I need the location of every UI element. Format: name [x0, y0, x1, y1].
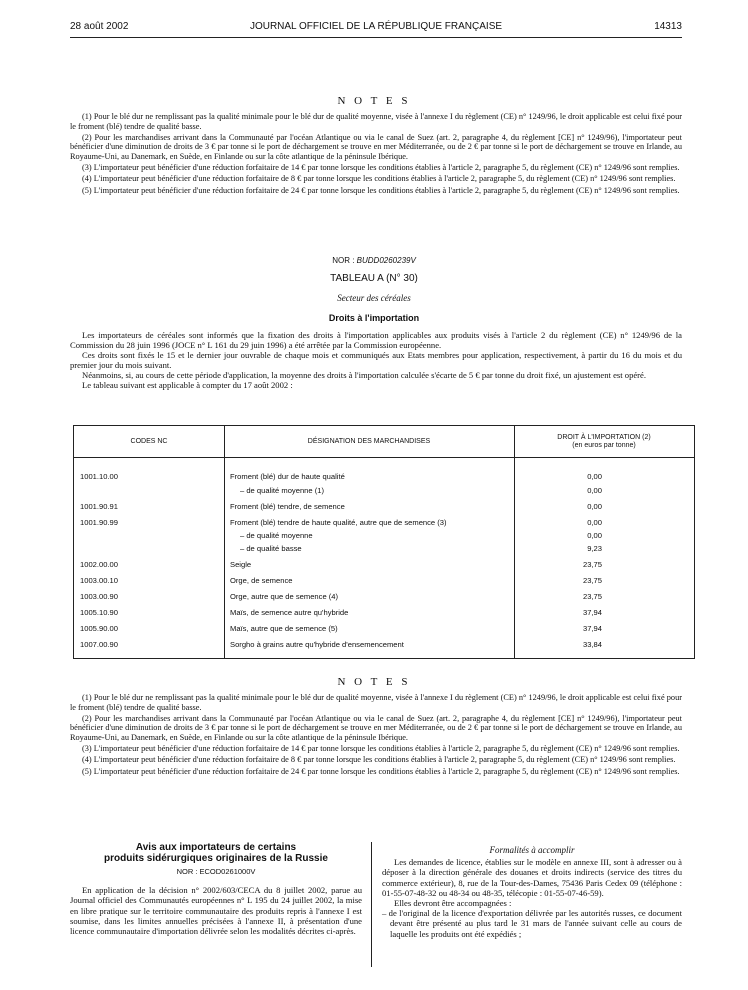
row-designation-text: Froment (blé) tendre de haute qualité, autre que de semence (3) [230, 518, 447, 527]
row-duty-value: 0,00 [587, 472, 602, 481]
notes-bottom [70, 693, 682, 778]
droit-label: DROIT À L'IMPORTATION (2) [557, 433, 651, 441]
header-rule [70, 37, 682, 38]
row-designation-text: Seigle [230, 560, 252, 569]
row-code-text: 1001.10.00 [80, 472, 119, 481]
dot-leader [230, 568, 502, 569]
row-designation [240, 531, 512, 540]
table-row [74, 591, 694, 603]
table-row [74, 543, 694, 555]
row-duty-value: 37,94 [582, 624, 602, 633]
table-row [74, 559, 694, 571]
column-header-codes: CODES NC [130, 437, 168, 445]
nor-label: NOR : [332, 256, 355, 265]
table-header-rule [74, 457, 694, 458]
row-code [80, 472, 150, 481]
formalites-paragraph: Elles devront être accompagnées : [394, 898, 512, 909]
row-designation [230, 640, 502, 649]
row-code [80, 608, 150, 617]
table-row [74, 485, 694, 497]
note-item: (2) Pour les marchandises arrivant dans la Communauté par l'océan Atlantique ou via le canal de Suez (art. 2, paragraphe 4, du règlement [CE] n° 1249/96), l'importateur peut bénéficier d'une diminution de droits de 3 € par tonne si le port de déchargement se trouve en mer Méditerranée, ou de 2 € par tonne si le port de déchargement se trouve en Irlande, au Royaume-Uni, au Danemark, en Suède, en Finlande ou sur la côte atlantique de la péninsule Ibérique. [70, 713, 682, 742]
row-code-text: 1001.90.91 [80, 502, 119, 511]
table-row [74, 471, 694, 483]
note-item: (3) L'importateur peut bénéficier d'une réduction forfaitaire de 14 € par tonne lorsque les conditions établies à l'article 2, paragraphe 5, du règlement (CE) n° 1249/96 sont remplies. [82, 163, 680, 173]
row-duty-value: 23,75 [582, 576, 602, 585]
row-duty-value: 23,75 [582, 560, 602, 569]
note-item: (1) Pour le blé dur ne remplissant pas la qualité minimale pour le blé dur de qualité moyenne, visée à l'annexe I du règlement (CE) n° 1249/96, le droit applicable est celui fixé pour le froment (blé) tendre de qualité basse. [70, 693, 682, 712]
nor-code: BUDD0260239V [356, 256, 416, 265]
notes-top-title: N O T E S [337, 95, 411, 107]
formalites-paragraph: – de l'original de la licence d'exportation délivrée par les autorités russes, ce document devant être présenté au plus tard le 31 mars de l'année suivant celle au cours de laquelle les produits ont été expédiés ; [382, 908, 682, 939]
header-page-number: 14313 [654, 21, 682, 32]
table-row [74, 639, 694, 651]
formalites-column [382, 845, 682, 939]
row-code [80, 592, 150, 601]
row-duty-value: 0,00 [587, 502, 602, 511]
avis-nor: NOR : ECOD0261000V [176, 867, 256, 876]
intro-paragraph: Néanmoins, si, au cours de cette période d'application, la moyenne des droits à l'importation calculée s'écarte de 5 € par tonne du droit fixé, un ajustement est opéré. [82, 370, 647, 380]
formalites-paragraph: Les demandes de licence, établies sur le modèle en annexe III, sont à adresser ou à déposer à la direction générale des douanes et droits indirects (service des titres du commerce extérieur), 8, rue de la Tour-des-Dames, 75436 Paris Cedex 09 (téléphone : 01-55-07-48-32 ou 48-34 ou 48-35, télécopie : 01-55-07-46-59). [382, 857, 682, 898]
row-designation-text: – de qualité moyenne (1) [240, 486, 325, 495]
row-code [80, 560, 150, 569]
tableau-heading: Droits à l'importation [328, 313, 420, 323]
notes-top [70, 112, 682, 197]
avis-title-line: Avis aux importateurs de certains [135, 842, 297, 853]
intro-paragraph: Les importateurs de céréales sont informés que la fixation des droits à l'importation applicables aux produits visés à l'article 2 du règlement (CE) n° 1249/96 de la Commission du 28 juin 1996 (JOCE n° L 161 du 29 juin 1996) a été arrêtée par la Commission européenne. [70, 330, 682, 350]
row-designation-text: – de qualité moyenne [240, 531, 313, 540]
row-designation [230, 576, 502, 585]
column-header-droit [514, 426, 694, 457]
table-row [74, 623, 694, 635]
table-row [74, 517, 694, 529]
row-code [80, 624, 150, 633]
tableau-intro [70, 330, 682, 390]
row-designation [240, 544, 512, 553]
header-date: 28 août 2002 [70, 21, 129, 32]
tableau-secteur: Secteur des céréales [337, 293, 411, 303]
table-row [74, 530, 694, 542]
row-designation [230, 518, 502, 527]
formalites-title: Formalités à accomplir [489, 845, 575, 855]
row-designation-text: Maïs, de semence autre qu'hybride [230, 608, 349, 617]
note-item: (2) Pour les marchandises arrivant dans la Communauté par l'océan Atlantique ou via le canal de Suez (art. 2, paragraphe 4, du règlement [CE] n° 1249/96), l'importateur peut bénéficier d'une diminution de droits de 3 € par tonne si le port de déchargement se trouve en mer Méditerranée, ou de 2 € par tonne si le port de déchargement se trouve en Irlande, au Royaume-Uni, au Danemark, en Suède, en Finlande ou sur la côte atlantique de la péninsule Ibérique. [70, 132, 682, 161]
row-designation [230, 624, 502, 633]
intro-paragraph: Ces droits sont fixés le 15 et le dernier jour ouvrable de chaque mois et communiqués aux Etats membres pour application, respectivement, à partir du 16 du mois et du premier jour du mois suivant. [70, 350, 682, 370]
avis-column [70, 842, 362, 936]
row-designation-text: Maïs, autre que de semence (5) [230, 624, 338, 633]
table-row [74, 501, 694, 513]
row-duty-value: 0,00 [587, 518, 602, 527]
row-duty-value: 23,75 [582, 592, 602, 601]
row-designation [230, 502, 502, 511]
row-designation-text: Froment (blé) dur de haute qualité [230, 472, 345, 481]
avis-body: En application de la décision n° 2002/603/CECA du 8 juillet 2002, parue au Journal officiel des Communautés européennes n° L 195 du 24 juillet 2002, la mise en libre pratique sur le territoire communautaire des produits repris à l'annexe I est soumise, dans les limites annuelles précisées à l'annexe II, à présentation d'une licence communautaire d'importation délivrée selon les modalités décrites ci-après. [70, 885, 362, 937]
table-row [74, 607, 694, 619]
note-item: (5) L'importateur peut bénéficier d'une réduction forfaitaire de 24 € par tonne lorsque les conditions établies à l'article 2, paragraphe 5, du règlement (CE) n° 1249/96 sont remplies. [82, 185, 680, 195]
row-code-text: 1007.00.90 [80, 640, 119, 649]
column-separator [371, 842, 372, 967]
row-designation-text: Orge, de semence [230, 576, 293, 585]
intro-paragraph: Le tableau suivant est applicable à compter du 17 août 2002 : [82, 380, 293, 390]
droit-unit: (en euros par tonne) [572, 441, 636, 449]
note-item: (5) L'importateur peut bénéficier d'une réduction forfaitaire de 24 € par tonne lorsque les conditions établies à l'article 2, paragraphe 5, du règlement (CE) n° 1249/96 sont remplies. [82, 766, 680, 776]
row-code [80, 502, 150, 511]
row-code [80, 640, 150, 649]
row-code-text: 1001.90.99 [80, 518, 119, 527]
avis-title-line: produits sidérurgiques originaires de la Russie [104, 853, 328, 864]
row-designation-text: Froment (blé) tendre, de semence [230, 502, 345, 511]
row-duty-value: 37,94 [582, 608, 602, 617]
tableau-nor [0, 256, 748, 265]
row-code-text: 1005.90.00 [80, 624, 119, 633]
avis-title [70, 842, 362, 864]
row-designation-text: Orge, autre que de semence (4) [230, 592, 339, 601]
row-duty-value: 9,23 [587, 544, 602, 553]
row-designation [230, 608, 502, 617]
note-item: (4) L'importateur peut bénéficier d'une réduction forfaitaire de 8 € par tonne lorsque les conditions établies à l'article 2, paragraphe 5, du règlement (CE) n° 1249/96 sont remplies. [82, 174, 676, 184]
note-item: (1) Pour le blé dur ne remplissant pas la qualité minimale pour le blé dur de qualité moyenne, visée à l'annexe I du règlement (CE) n° 1249/96, le droit applicable est celui fixé pour le froment (blé) tendre de qualité basse. [70, 112, 682, 131]
notes-bottom-title: N O T E S [337, 676, 411, 688]
row-duty-value: 0,00 [587, 531, 602, 540]
row-designation [230, 592, 502, 601]
row-designation [230, 560, 502, 569]
table-row [74, 575, 694, 587]
note-item: (3) L'importateur peut bénéficier d'une réduction forfaitaire de 14 € par tonne lorsque les conditions établies à l'article 2, paragraphe 5, du règlement (CE) n° 1249/96 sont remplies. [82, 744, 680, 754]
page-header [70, 21, 682, 35]
row-designation-text: – de qualité basse [240, 544, 302, 553]
tableau-title: TABLEAU A (N° 30) [330, 273, 418, 284]
row-code [80, 518, 150, 527]
row-code-text: 1003.00.90 [80, 592, 119, 601]
row-designation-text: Sorgho à grains autre qu'hybride d'ensemencement [230, 640, 404, 649]
row-code-text: 1002.00.00 [80, 560, 119, 569]
row-duty-value: 33,84 [582, 640, 602, 649]
row-designation [240, 486, 512, 495]
row-code-text: 1005.10.90 [80, 608, 119, 617]
row-duty-value: 0,00 [587, 486, 602, 495]
row-designation [230, 472, 502, 481]
header-journal-title: JOURNAL OFFICIEL DE LA RÉPUBLIQUE FRANÇAISE [249, 21, 503, 32]
column-header-designation: DÉSIGNATION DES MARCHANDISES [307, 437, 431, 445]
import-duties-table [73, 425, 695, 659]
row-code-text: 1003.00.10 [80, 576, 119, 585]
row-code [80, 576, 150, 585]
note-item: (4) L'importateur peut bénéficier d'une réduction forfaitaire de 8 € par tonne lorsque les conditions établies à l'article 2, paragraphe 5, du règlement (CE) n° 1249/96 sont remplies. [82, 755, 676, 765]
